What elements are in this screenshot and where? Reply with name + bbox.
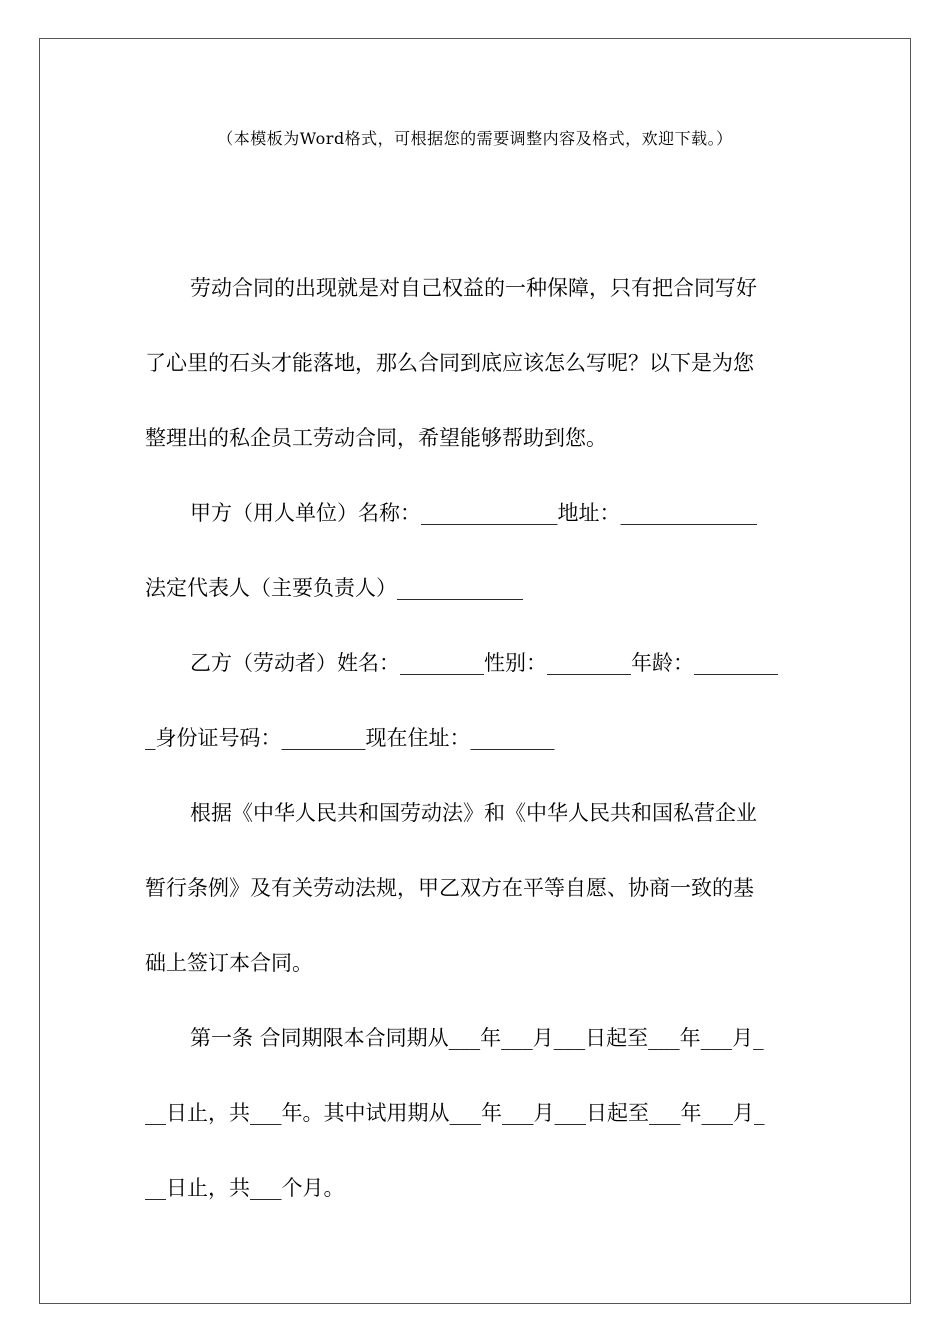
legal-rep-line: 法定代表人（主要负责人）____________ <box>145 576 523 600</box>
basis-line-2: 暂行条例》及有关劳动法规，甲乙双方在平等自愿、协商一致的基 <box>145 876 754 900</box>
intro-line-2: 了心里的石头才能落地，那么合同到底应该怎么写呢？以下是为您 <box>145 351 754 375</box>
article-1-line-1: 第一条 合同期限本合同期从___年___月___日起至___年___月_ <box>190 1026 764 1050</box>
id-address-line: _身份证号码：________现在住址：________ <box>145 726 555 750</box>
article-1-line-2: __日止，共___年。其中试用期从___年___月___日起至___年___月_ <box>145 1101 765 1125</box>
intro-line-1: 劳动合同的出现就是对自己权益的一种保障，只有把合同写好 <box>190 276 757 300</box>
party-a-line: 甲方（用人单位）名称：_____________地址：_____________ <box>190 501 757 525</box>
basis-line-1: 根据《中华人民共和国劳动法》和《中华人民共和国私营企业 <box>190 801 757 825</box>
template-note: （本模板为Word格式，可根据您的需要调整内容及格式，欢迎下载。） <box>217 129 733 148</box>
basis-line-3: 础上签订本合同。 <box>145 951 313 975</box>
document-body <box>145 270 810 1245</box>
party-b-line: 乙方（劳动者）姓名：________性别：________年龄：________ <box>190 651 778 675</box>
article-1-line-3: __日止，共___个月。 <box>145 1176 345 1200</box>
intro-line-3: 整理出的私企员工劳动合同，希望能够帮助到您。 <box>145 426 607 450</box>
